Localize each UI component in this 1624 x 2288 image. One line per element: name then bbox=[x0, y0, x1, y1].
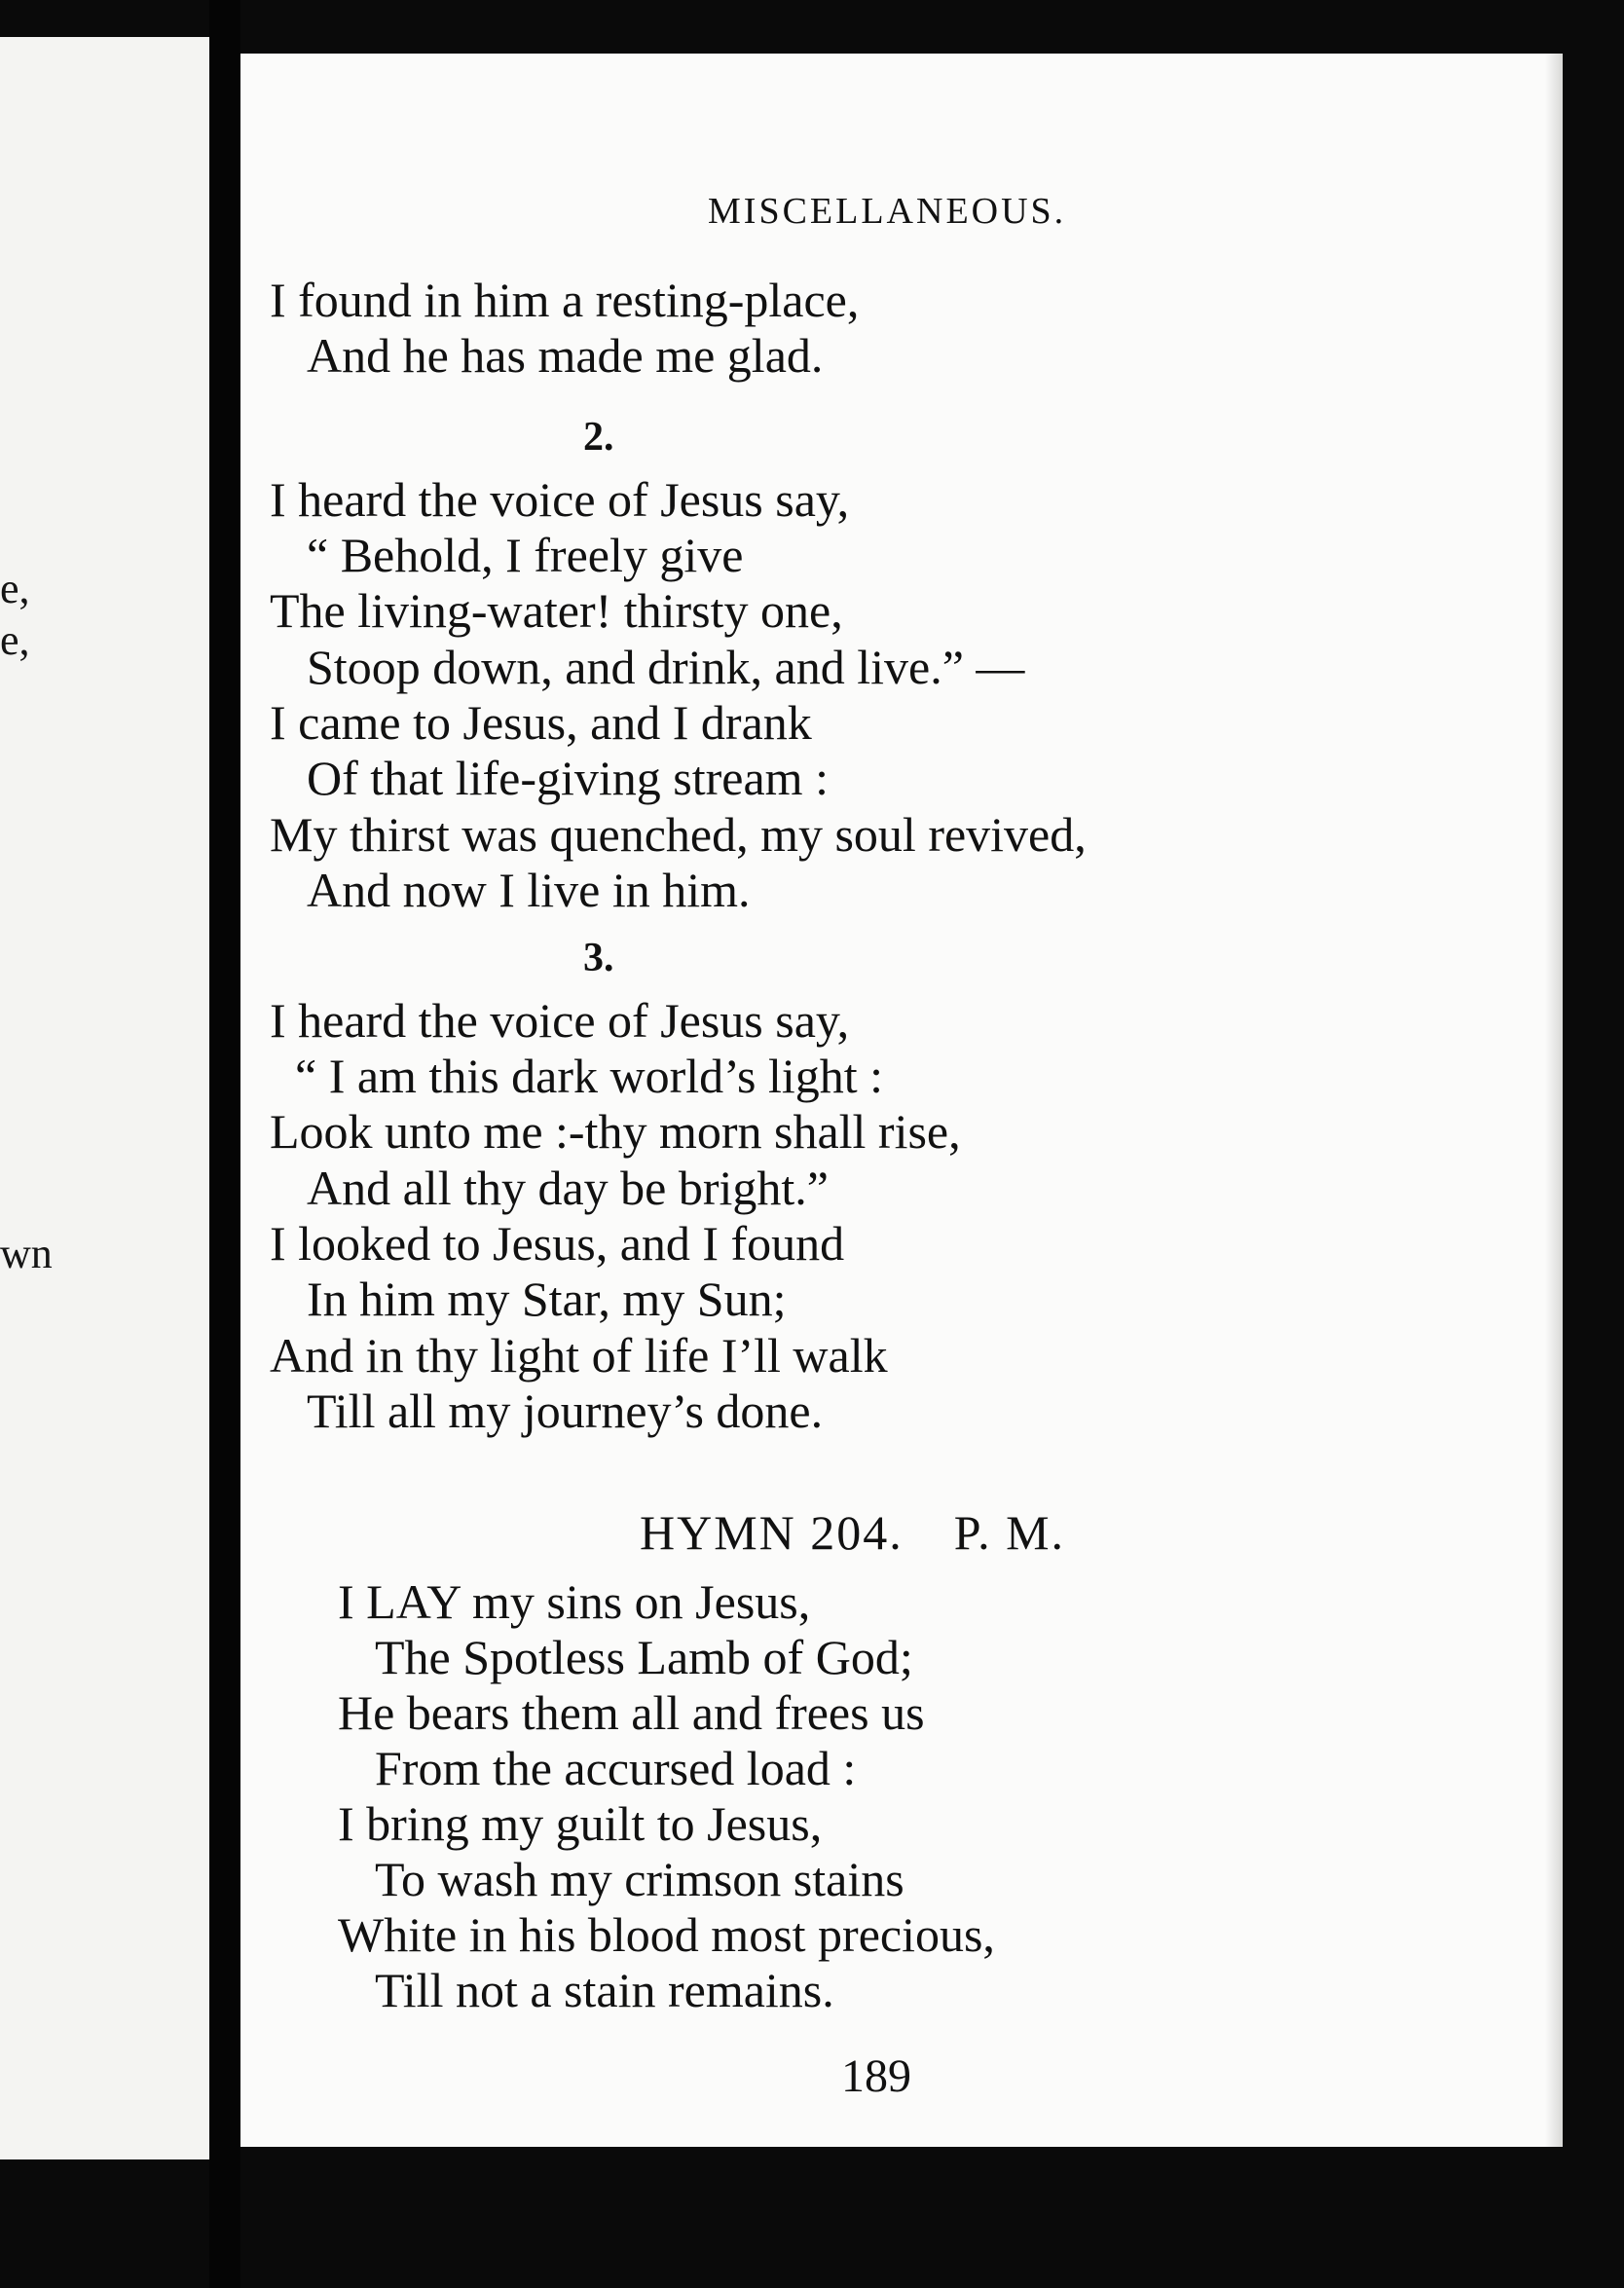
verse-line: White in his blood most precious, bbox=[338, 1907, 995, 1962]
verse-line: And now I live in him. bbox=[307, 863, 751, 917]
left-page bbox=[0, 37, 209, 2159]
page-number: 189 bbox=[841, 2050, 911, 2102]
verse-line: I bring my guilt to Jesus, bbox=[338, 1796, 823, 1851]
verse-line: From the accursed load : bbox=[375, 1741, 857, 1795]
verse-line: I looked to Jesus, and I found bbox=[270, 1216, 845, 1271]
left-page-fragment: e, bbox=[0, 565, 30, 612]
verse-line: Till all my journey’s done. bbox=[307, 1384, 824, 1438]
verse-line: Look unto me :-thy morn shall rise, bbox=[270, 1104, 961, 1159]
right-page bbox=[240, 54, 1563, 2147]
verse-line: “ I am this dark world’s light : bbox=[295, 1049, 884, 1103]
verse-line: I came to Jesus, and I drank bbox=[270, 695, 812, 750]
hymn-meter: P. M. bbox=[953, 1505, 1066, 1560]
verse-line: I found in him a resting-place, bbox=[270, 273, 860, 327]
verse-line: “ Behold, I freely give bbox=[307, 528, 744, 582]
page-edge-shadow bbox=[1545, 54, 1563, 2147]
verse-line: I heard the voice of Jesus say, bbox=[270, 472, 850, 527]
verse-line: Of that life-giving stream : bbox=[307, 751, 829, 805]
book-gutter bbox=[209, 0, 240, 2288]
stanza-number: 2. bbox=[583, 415, 614, 460]
left-page-fragment: wn bbox=[0, 1230, 53, 1277]
verse-line: And all thy day be bright.” bbox=[307, 1161, 829, 1215]
verse-line: I heard the voice of Jesus say, bbox=[270, 993, 850, 1048]
verse-line: To wash my crimson stains bbox=[375, 1852, 904, 1906]
left-page-fragment: e, bbox=[0, 616, 30, 664]
verse-line: Stoop down, and drink, and live.” — bbox=[307, 640, 1025, 694]
stanza-number: 3. bbox=[583, 936, 614, 980]
verse-line: The living-water! thirsty one, bbox=[270, 583, 843, 638]
verse-line: I LAY my sins on Jesus, bbox=[338, 1574, 811, 1629]
hymn-number: HYMN 204. bbox=[640, 1505, 904, 1560]
verse-line: In him my Star, my Sun; bbox=[307, 1272, 787, 1326]
verse-line: My thirst was quenched, my soul revived, bbox=[270, 807, 1087, 862]
verse-line: Till not a stain remains. bbox=[375, 1963, 834, 2017]
running-header: MISCELLANEOUS. bbox=[708, 191, 1067, 232]
verse-line: And he has made me glad. bbox=[307, 328, 824, 383]
verse-line: And in thy light of life I’ll walk bbox=[270, 1328, 888, 1383]
verse-line: He bears them all and frees us bbox=[338, 1685, 925, 1740]
hymn-title bbox=[640, 1504, 1065, 1561]
verse-line: The Spotless Lamb of God; bbox=[375, 1630, 913, 1684]
